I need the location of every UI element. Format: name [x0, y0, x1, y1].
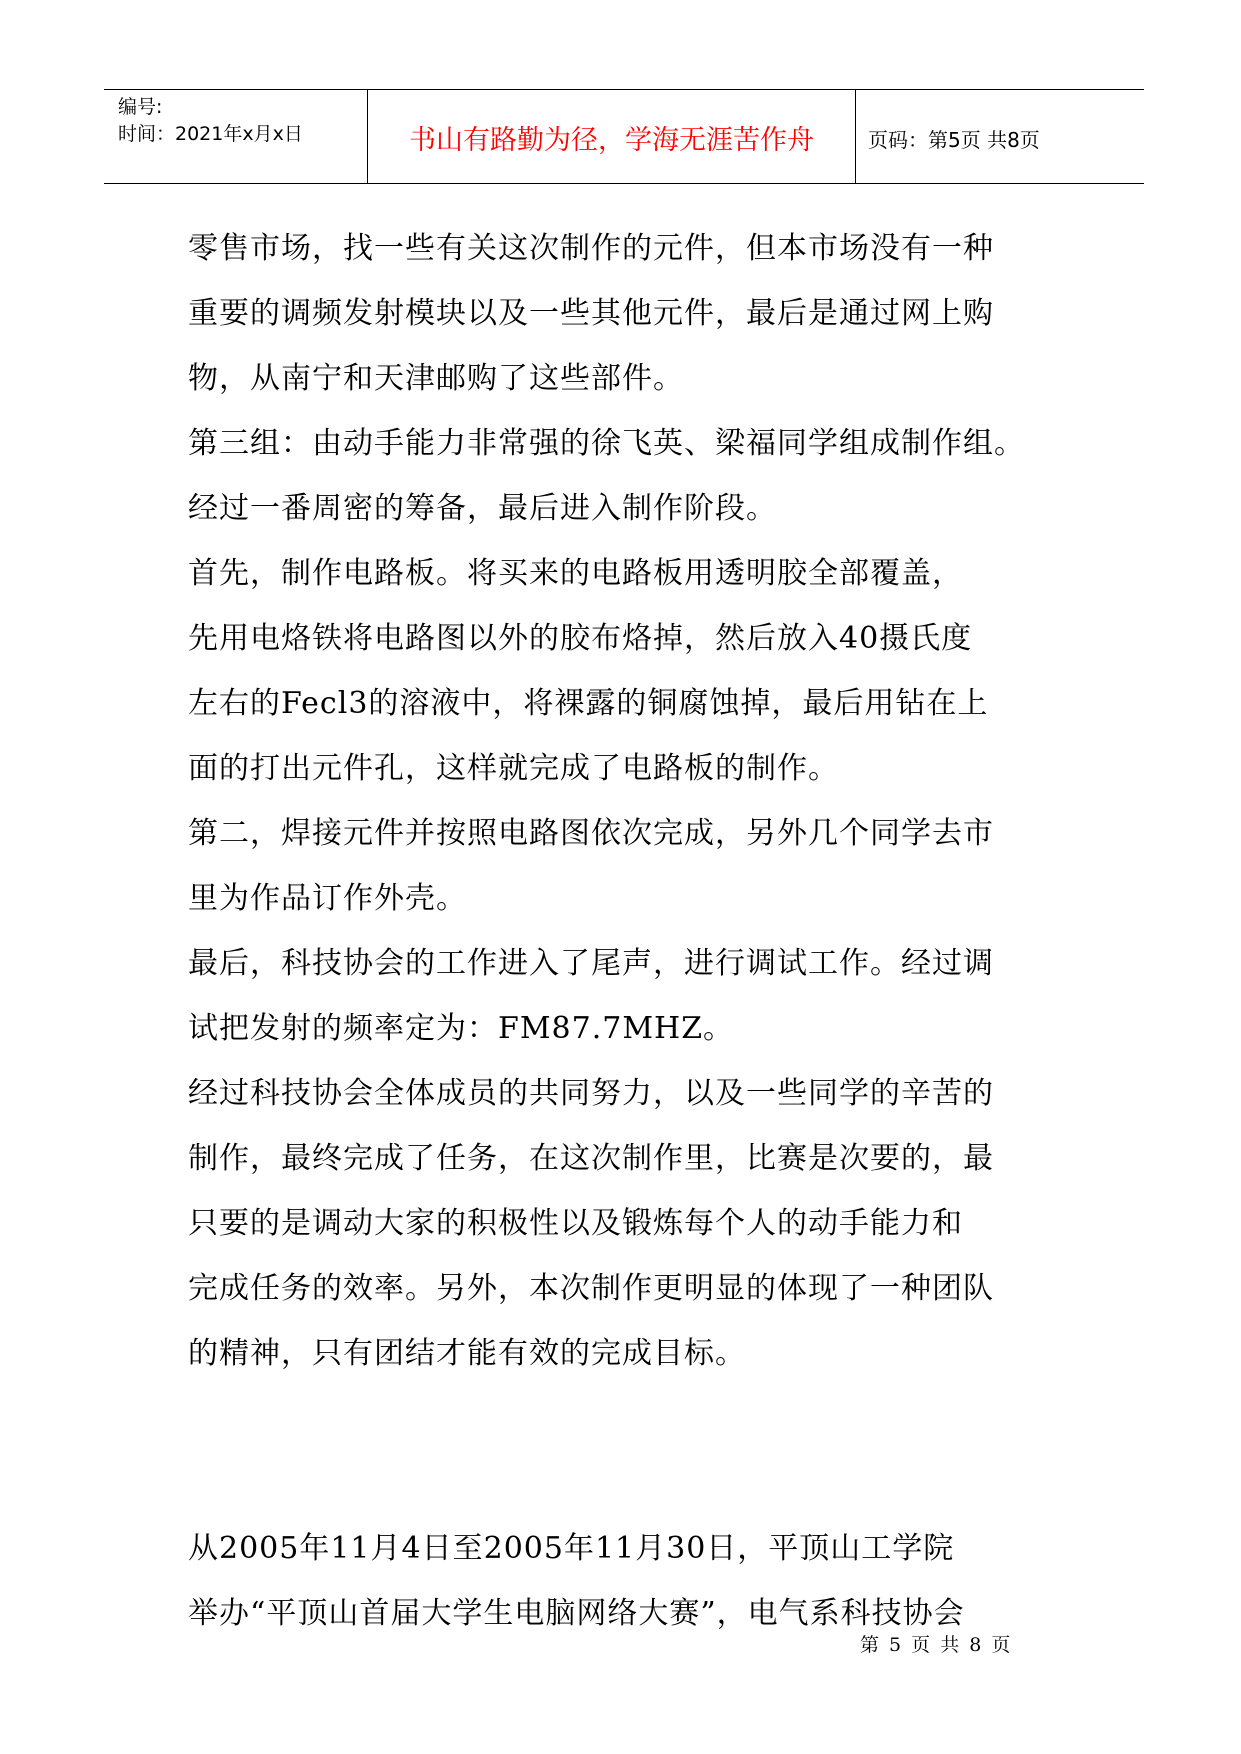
- paragraph-gap: [188, 1386, 1068, 1516]
- header-page-code: 页码：第5页 共8页: [868, 128, 1040, 152]
- body-line: 重要的调频发射模块以及一些其他元件，最后是通过网上购: [188, 296, 994, 331]
- body-line: 左右的Fecl3的溶液中，将裸露的铜腐蚀掉，最后用钻在上: [188, 686, 989, 721]
- header-meta: [118, 94, 368, 148]
- body-line: 的精神，只有团结才能有效的完成目标。: [188, 1336, 746, 1371]
- body-line: 只要的是调动大家的积极性以及锻炼每个人的动手能力和: [188, 1206, 963, 1241]
- document-time-label: 时间：2021年x月x日: [118, 123, 303, 145]
- body-line: 零售市场，找一些有关这次制作的元件，但本市场没有一种: [188, 231, 994, 266]
- body-line: 试把发射的频率定为：FM87.7MHZ。: [188, 1011, 735, 1046]
- body-line: 第三组：由动手能力非常强的徐飞英、梁福同学组成制作组。: [188, 426, 1025, 461]
- header-motto: 书山有路勤为径，学海无涯苦作舟: [409, 125, 814, 156]
- body-line: 举办“平顶山首届大学生电脑网络大赛”，电气系科技协会: [188, 1596, 965, 1631]
- page-footer: 第 5 页 共 8 页: [860, 1634, 1013, 1656]
- body-line: 最后，科技协会的工作进入了尾声，进行调试工作。经过调: [188, 946, 994, 981]
- body-line: 先用电烙铁将电路图以外的胶布烙掉，然后放入40摄氏度: [188, 621, 973, 656]
- body-line: 首先，制作电路板。将买来的电路板用透明胶全部覆盖，: [188, 556, 963, 591]
- header-divider: [855, 90, 856, 183]
- body-line: 第二，焊接元件并按照电路图依次完成，另外几个同学去市: [188, 816, 994, 851]
- body-line: 里为作品订作外壳。: [188, 881, 467, 916]
- body-line: 物，从南宁和天津邮购了这些部件。: [188, 361, 684, 396]
- body-line: 面的打出元件孔，这样就完成了电路板的制作。: [188, 751, 839, 786]
- body-line: 经过一番周密的筹备，最后进入制作阶段。: [188, 491, 777, 526]
- body-line: 制作，最终完成了任务，在这次制作里，比赛是次要的，最: [188, 1141, 994, 1176]
- page-header: [104, 89, 1144, 184]
- document-body: [188, 216, 1068, 1646]
- body-line: 完成任务的效率。另外，本次制作更明显的体现了一种团队: [188, 1271, 994, 1306]
- document-number-label: 编号:: [118, 96, 163, 118]
- body-line: 从2005年11月4日至2005年11月30日，平顶山工学院: [188, 1531, 955, 1566]
- body-line: 经过科技协会全体成员的共同努力，以及一些同学的辛苦的: [188, 1076, 994, 1111]
